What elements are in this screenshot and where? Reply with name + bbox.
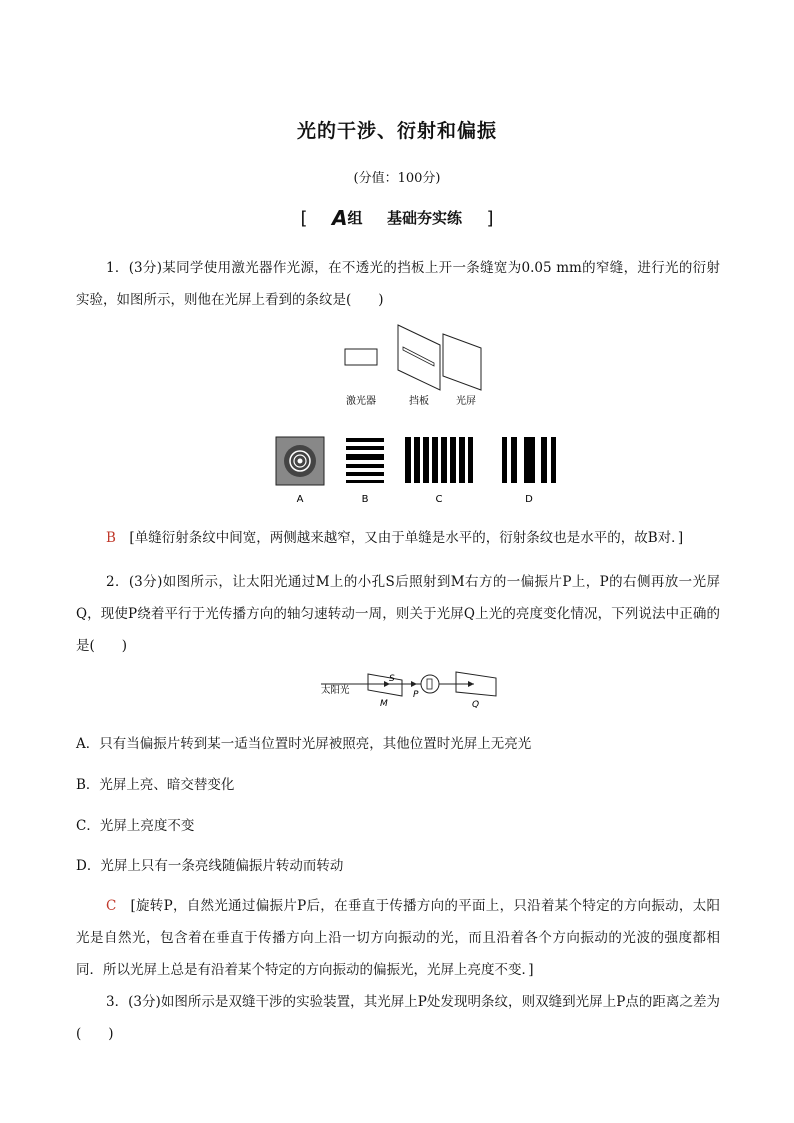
label-s: S <box>389 674 395 684</box>
question-2-text: 2．(3分)如图所示，让太阳光通过M上的小孔S后照射到M右方的一偏振片P上，P的右侧再放一光屏Q，现使P绕着平行于光传播方向的轴匀速转动一周，则关于光屏Q上光的亮度变化情况，下列说法中正确的是( ) <box>76 574 720 654</box>
bracket-left: [ <box>300 208 308 229</box>
pattern-c <box>405 437 473 483</box>
q1-pattern-options-figure <box>262 432 562 508</box>
question-1-text: 1．(3分)某同学使用激光器作光源，在不透光的挡板上开一条缝宽为0.05 mm的窄缝，进行光的衍射实验，如图所示，则他在光屏上看到的条纹是( ) <box>76 260 720 308</box>
score-note: (分值：100分) <box>353 171 441 186</box>
q2-option-c: C．光屏上亮度不变 <box>76 818 195 834</box>
answer-explanation: [旋转P，自然光通过偏振片P后，在垂直于传播方向的平面上，只沿着某个特定的方向振动，太阳光是自然光，包含着在垂直于传播方向上沿一切方向振动的光，而且沿着各个方向振动的光波的强度都相同．所以光屏上总是有沿着某个特定的方向振动的偏振光，光屏上亮度不变．] <box>76 898 721 978</box>
label-screen: 光屏 <box>456 396 476 407</box>
answer-letter: C <box>106 898 117 914</box>
label-q: Q <box>472 700 480 710</box>
option-label-c: C <box>435 494 443 505</box>
pattern-b <box>346 438 384 483</box>
q1-apparatus-figure <box>330 320 500 412</box>
option-label-b: B <box>361 494 369 505</box>
screen-plate <box>443 334 481 390</box>
group-name: 基础夯实练 <box>386 209 462 227</box>
option-label-a: A <box>296 494 304 505</box>
label-p: P <box>413 690 419 700</box>
question-2-answer <box>76 890 720 986</box>
label-laser: 激光器 <box>346 396 376 407</box>
label-baffle: 挡板 <box>409 396 429 407</box>
bracket-right: ] <box>486 208 494 229</box>
question-3-text: 3．(3分)如图所示是双缝干涉的实验装置，其光屏上P处发现明条纹，则双缝到光屏上P点的距离之差为( ) <box>76 994 720 1042</box>
answer-letter: B <box>106 530 116 546</box>
q2-option-b: B．光屏上亮、暗交替变化 <box>76 777 235 793</box>
section-heading <box>0 206 794 230</box>
q2-polarizer-figure <box>316 666 506 712</box>
q2-option-d: D．光屏上只有一条亮线随偏振片转动而转动 <box>76 858 344 874</box>
q2-option-a: A．只有当偏振片转到某一适当位置时光屏被照亮，其他位置时光屏上无亮光 <box>76 736 532 752</box>
label-sunlight: 太阳光 <box>321 685 350 696</box>
option-label-d: D <box>525 494 533 505</box>
group-letter: A <box>332 206 348 230</box>
laser-box <box>345 349 377 365</box>
question-1-answer <box>76 522 720 554</box>
answer-explanation: [单缝衍射条纹中间宽，两侧越来越窄，又由于单缝是水平的，衍射条纹也是水平的，故B对．] <box>129 530 684 546</box>
label-m: M <box>380 699 388 709</box>
pattern-d <box>502 437 556 483</box>
group-label: 组 <box>347 209 363 227</box>
page-title: 光的干涉、衍射和偏振 <box>296 120 497 142</box>
